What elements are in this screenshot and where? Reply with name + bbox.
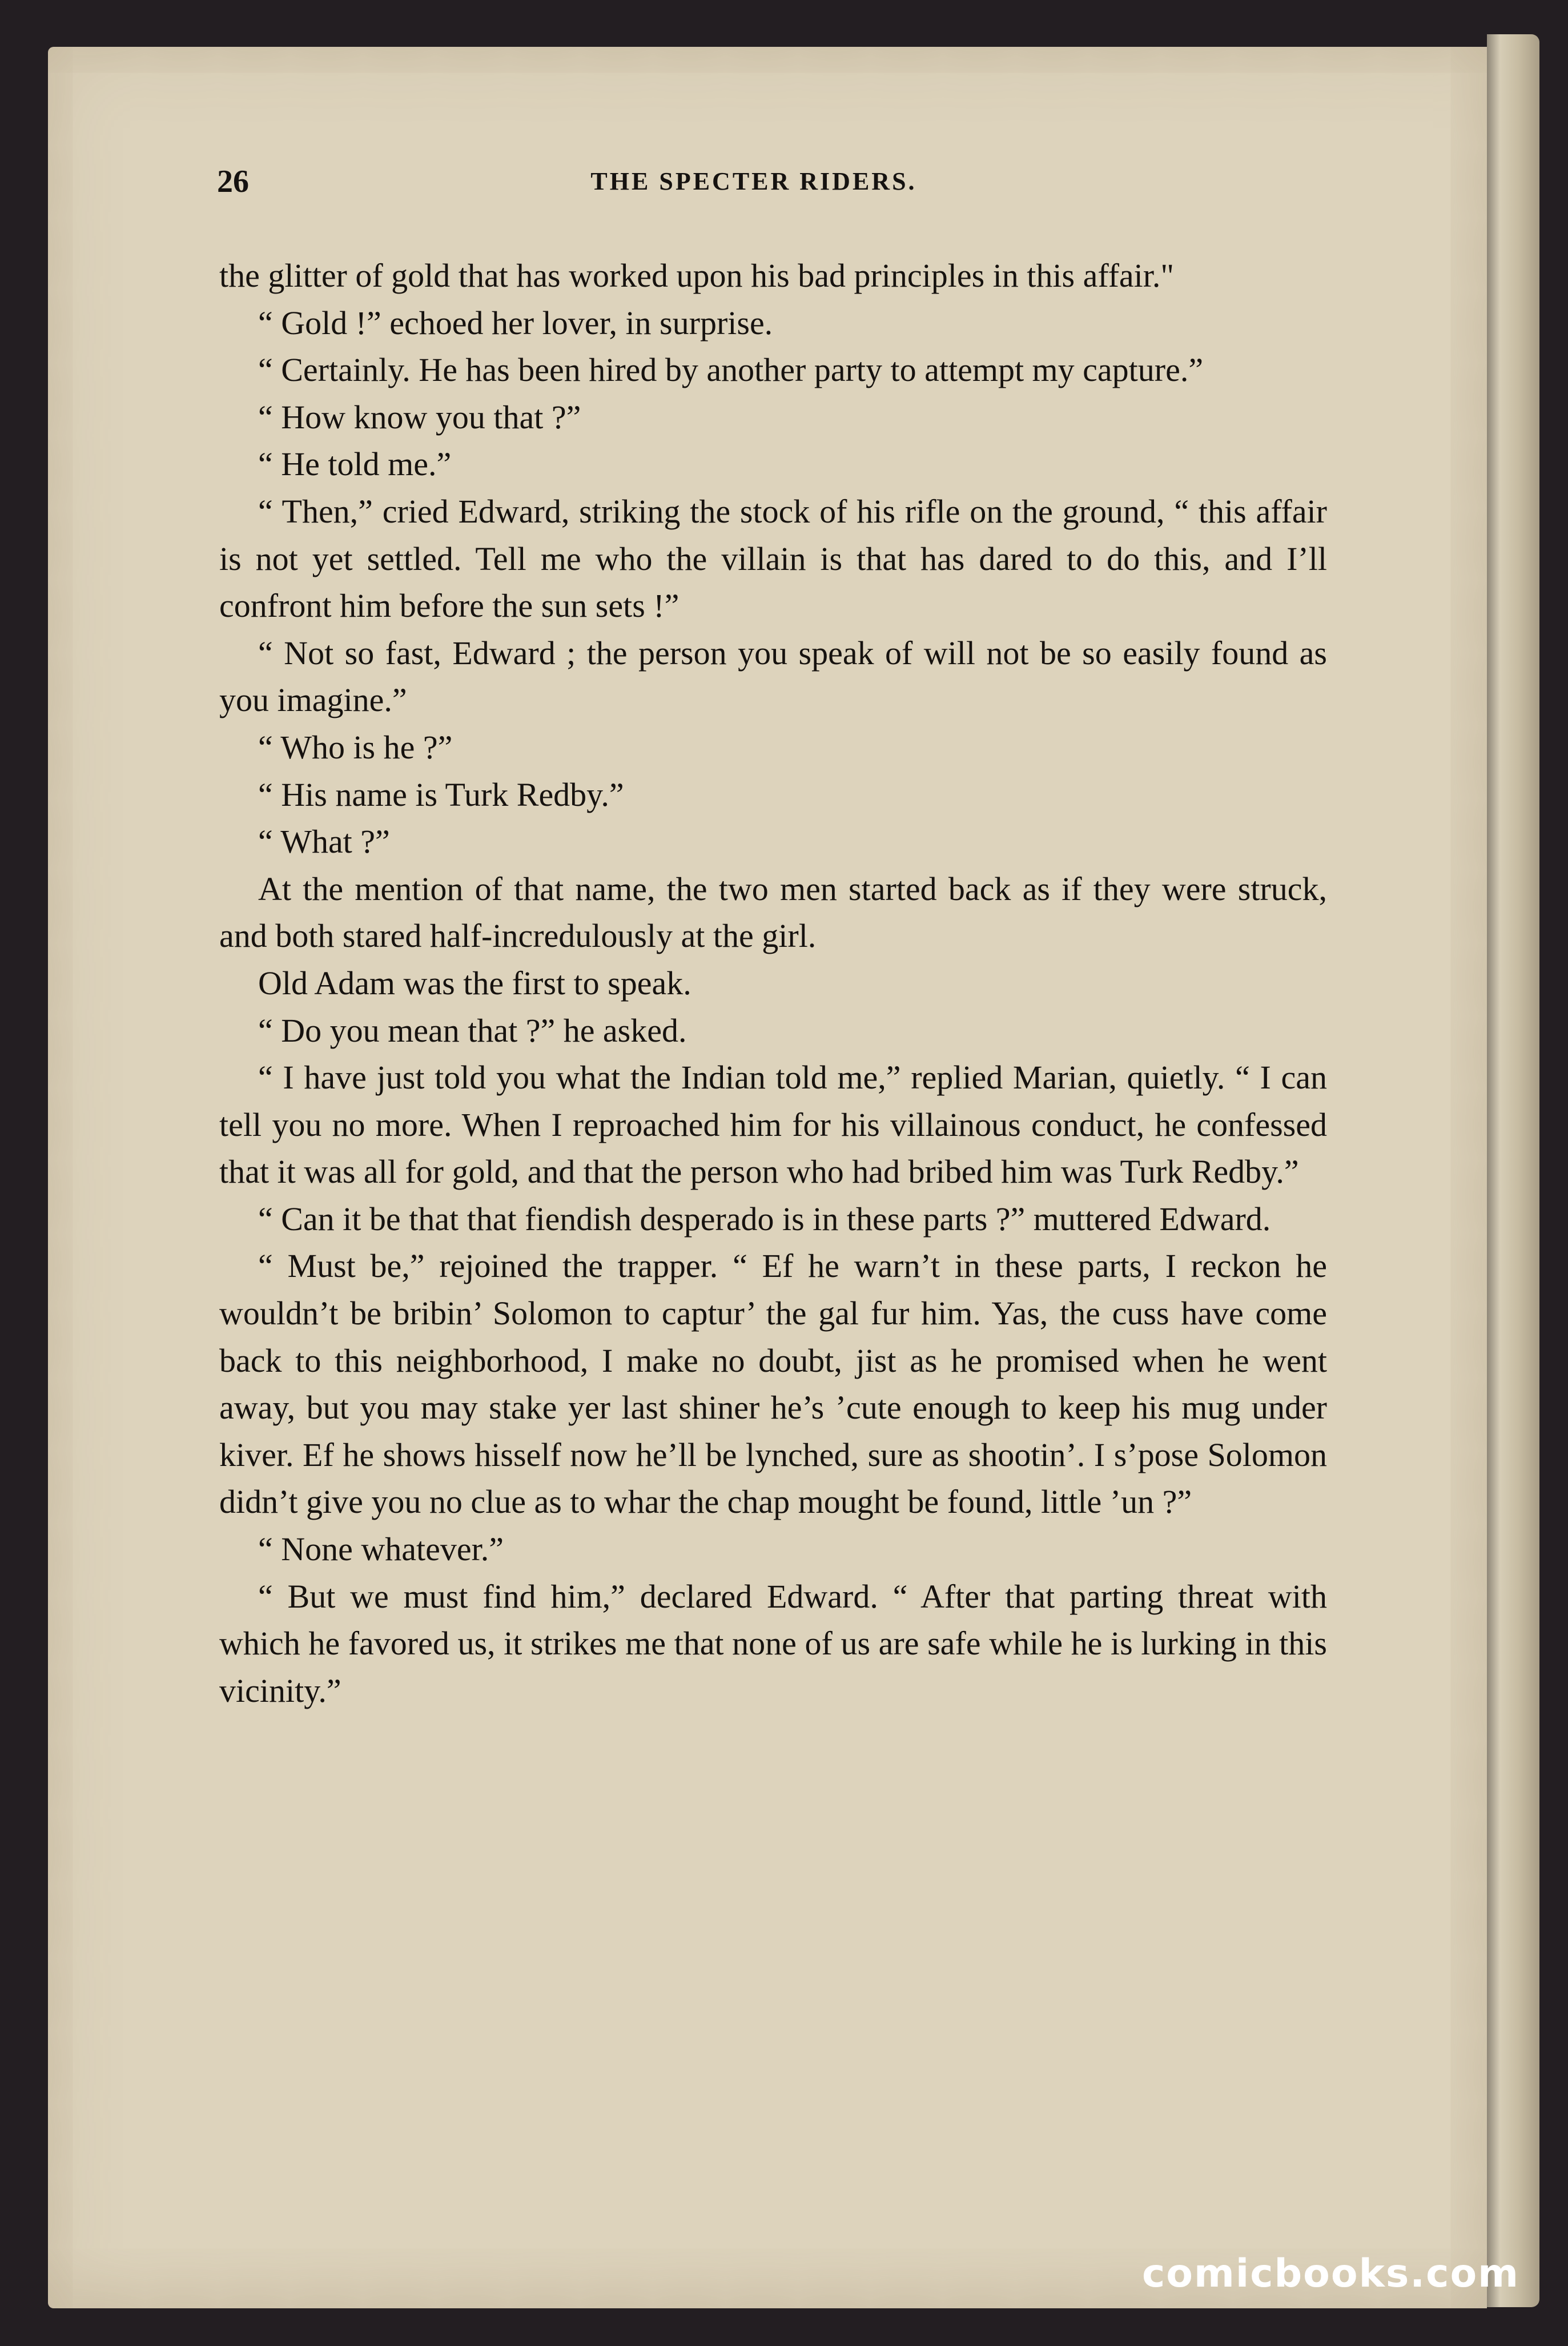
paragraph: “ Who is he ?” [258,728,453,766]
paragraph: At the mention of that name, the two men started back as if they were struck, and both stared half-incredulously at the girl. [219,870,1327,955]
paragraph: “ Not so fast, Edward ; the person you speak of will not be so easily found as you imagine.” [219,634,1327,719]
paragraph: Old Adam was the first to speak. [258,964,691,1002]
paragraph: “ None whatever.” [258,1530,504,1568]
paragraph: “ Certainly. He has been hired by another party to attempt my capture.” [258,351,1204,389]
paragraph: the glitter of gold that has worked upon his bad principles in this affair." [219,257,1175,294]
running-head [171,154,1336,217]
watermark: comicbooks.com [1142,2251,1520,2296]
running-title: THE SPECTER RIDERS. [590,167,917,195]
paragraph: “ Gold !” echoed her lover, in surprise. [258,304,773,342]
paragraph: “ His name is Turk Redby.” [258,776,624,813]
body-text [219,252,1327,1714]
paragraph: “ Must be,” rejoined the trapper. “ Ef he warn’t in these parts, I reckon he wouldn’t be bribin’ Solomon to captur’ the gal fur him. Yas, the cuss have come back to this neighborhood, I make no doubt, jist as he promised when he went away, but you may stake yer last shiner he’s ’cute enough to keep his mug under kiver. Ef he shows hisself now he’ll be lynched, sure as shootin’. I s’pose Solomon didn’t give you no clue as to whar the chap mought be found, little ’un ?” [219,1247,1327,1521]
page-edge [1487,34,1539,2307]
paragraph: “ He told me.” [258,445,452,483]
paragraph: “ Then,” cried Edward, striking the stock of his rifle on the ground, “ this affair is not yet settled. Tell me who the villain is that has dared to do this, and I’ll confront him before the sun sets !” [219,492,1327,625]
paragraph: “ How know you that ?” [258,398,581,436]
paragraph: “ But we must find him,” declared Edward. “ After that parting threat with which he favored us, it strikes me that none of us are safe while he is lurking in this vicinity.” [219,1577,1327,1709]
paragraph: “ I have just told you what the Indian told me,” replied Marian, quietly. “ I can tell you no more. When I reproached him for his villainous conduct, he confessed that it was all for gold, and that the person who had bribed him was Turk Redby.” [219,1059,1327,1191]
paragraph: “ What ?” [258,823,390,861]
paragraph: “ Do you mean that ?” he asked. [258,1011,687,1049]
page-number: 26 [217,164,249,199]
paragraph: “ Can it be that that fiendish desperado is in these parts ?” muttered Edward. [258,1200,1271,1238]
